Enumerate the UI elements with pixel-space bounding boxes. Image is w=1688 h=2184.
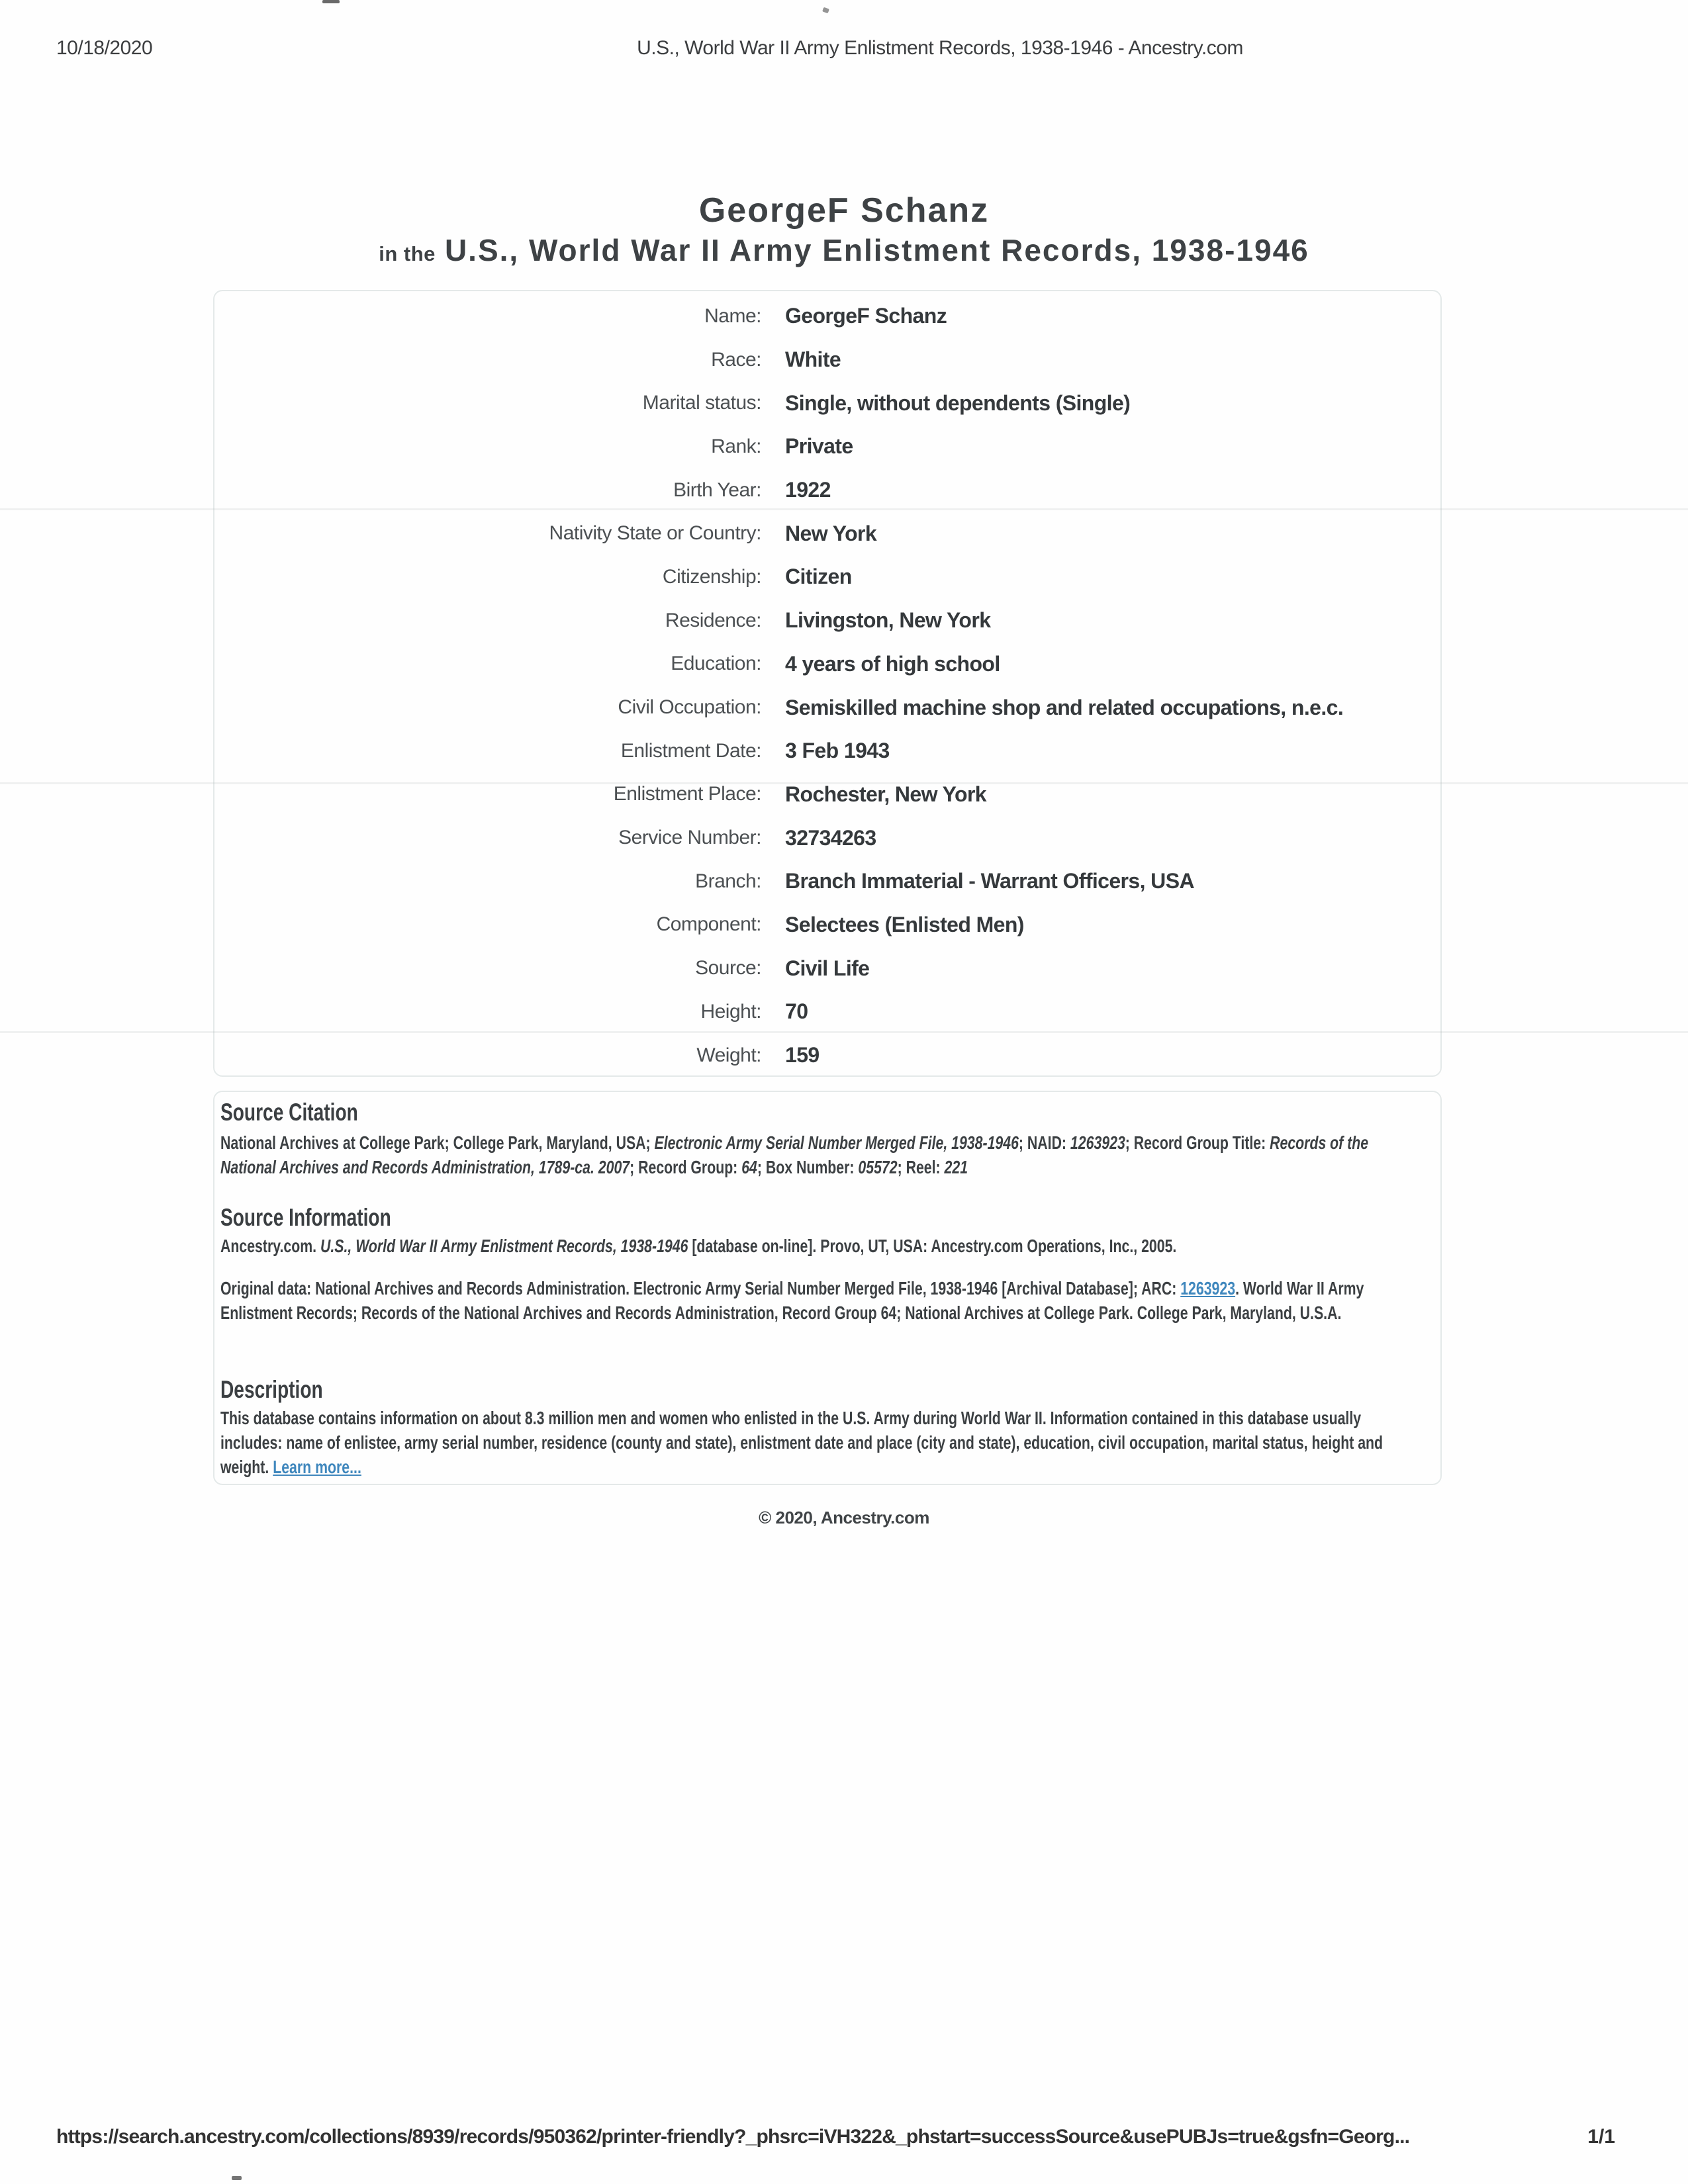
text-segment: 05572 [858, 1157, 898, 1177]
text-segment: ; Record Group: [630, 1157, 742, 1177]
record-fields-table [213, 295, 1439, 1077]
record-field-label: Component: [656, 913, 761, 936]
collection-prefix: in the [379, 242, 436, 265]
record-field-label: Residence: [665, 609, 761, 631]
print-header-title: U.S., World War II Army Enlistment Records, 1938-1946 - Ancestry.com [637, 37, 1243, 59]
record-row [213, 990, 1439, 1034]
record-field-label: Nativity State or Country: [549, 522, 761, 545]
record-field-label: Enlistment Place: [613, 783, 761, 805]
record-row [213, 686, 1439, 729]
record-field-label: Weight: [696, 1044, 761, 1066]
record-row [213, 903, 1439, 947]
record-field-label: Source: [695, 957, 761, 979]
description-heading: Description [220, 1376, 323, 1403]
record-field-value: Selectees (Enlisted Men) [785, 912, 1024, 936]
source-information-paragraph-1 [220, 1234, 1423, 1258]
record-row [213, 1034, 1439, 1077]
scan-speck [322, 0, 340, 3]
source-citation-heading: Source Citation [220, 1099, 358, 1126]
record-row [213, 599, 1439, 643]
record-field-value: White [785, 347, 841, 372]
record-row [213, 773, 1439, 817]
record-field-label: Birth Year: [673, 478, 761, 501]
record-field-value: Branch Immaterial - Warrant Officers, USA [785, 869, 1194, 893]
record-field-label: Education: [671, 653, 761, 675]
text-segment: National Archives at College Park; College Park, Maryland, USA; [220, 1132, 655, 1153]
record-row [213, 338, 1439, 382]
text-segment: Original data: National Archives and Records Administration. Electronic Army Serial Number Merged File, 1938-1946 [Archival Database]; ARC: [220, 1278, 1181, 1298]
scan-speck [822, 7, 829, 14]
record-title-block [0, 191, 1688, 277]
print-footer-url: https://search.ancestry.com/collections/8939/records/950362/printer-friendly?_phsrc=iVH322&_phstart=successSource&usePUBJs=true&gsfn=Georg... [56, 2126, 1410, 2148]
record-field-value: Single, without dependents (Single) [785, 390, 1131, 415]
record-row [213, 860, 1439, 903]
record-row [213, 425, 1439, 469]
learn-more-link[interactable]: Learn more... [273, 1457, 361, 1477]
copyright-notice: © 2020, Ancestry.com [759, 1508, 929, 1527]
record-field-value: 1922 [785, 478, 831, 502]
record-field-label: Name: [704, 304, 761, 327]
text-segment: Ancestry.com. [220, 1236, 320, 1256]
text-segment: This database contains information on about 8.3 million men and women who enlisted in the U.S. Army during World War II. Information contained in this database usually includes: name of enlistee, army serial number, residence (county and state), enlistment date and place (city and state), education, civil occupation, marital status, height and weight. [220, 1408, 1383, 1477]
scan-streak [0, 1031, 1688, 1033]
record-field-label: Marital status: [642, 392, 761, 414]
text-segment: ; Reel: [897, 1157, 945, 1177]
record-field-value: Semiskilled machine shop and related occupations, n.e.c. [785, 695, 1344, 719]
record-field-value: Rochester, New York [785, 782, 986, 806]
record-row [213, 469, 1439, 512]
source-information-heading: Source Information [220, 1204, 391, 1231]
text-segment: . World War II Army Enlistment Records; Records of the National Archives and Records Administration, Record Group 64; National Archives at College Park. College Park, Maryland, U.S.A. [220, 1278, 1364, 1323]
text-segment: 1263923 [1070, 1132, 1125, 1153]
record-field-value: GeorgeF Schanz [785, 304, 947, 328]
record-row [213, 555, 1439, 599]
text-segment: ; Box Number: [757, 1157, 859, 1177]
text-segment: Electronic Army Serial Number Merged File, 1938-1946 [654, 1132, 1019, 1153]
record-field-value: Civil Life [785, 956, 870, 980]
record-field-label: Civil Occupation: [618, 696, 761, 719]
collection-title-line [0, 232, 1688, 277]
print-header-date: 10/18/2020 [56, 37, 153, 59]
source-citation-text [220, 1130, 1423, 1179]
record-field-label: Race: [711, 348, 761, 371]
text-segment: U.S., World War II Army Enlistment Records, 1938-1946 [320, 1236, 688, 1256]
arc-link[interactable]: 1263923 [1180, 1278, 1236, 1298]
record-row [213, 295, 1439, 338]
record-field-value: Livingston, New York [785, 608, 991, 633]
print-footer-page-indicator: 1/1 [1587, 2126, 1615, 2148]
record-field-label: Height: [700, 1000, 761, 1023]
text-segment: 221 [944, 1157, 968, 1177]
record-field-value: 32734263 [785, 825, 876, 850]
text-segment: ; Record Group Title: [1125, 1132, 1270, 1153]
scan-speck [232, 2176, 242, 2180]
text-segment: [database on-line]. Provo, UT, USA: Ancestry.com Operations, Inc., 2005. [688, 1236, 1177, 1256]
record-field-value: Private [785, 434, 853, 459]
source-information-paragraph-2 [220, 1276, 1423, 1325]
record-row [213, 643, 1439, 686]
description-text [220, 1406, 1423, 1479]
record-field-value: New York [785, 521, 877, 545]
record-field-label: Rank: [711, 435, 761, 457]
record-row [213, 729, 1439, 773]
record-row [213, 816, 1439, 860]
record-field-label: Branch: [695, 870, 761, 892]
record-field-value: 3 Feb 1943 [785, 739, 890, 763]
record-field-label: Service Number: [618, 827, 761, 849]
scan-streak [0, 782, 1688, 784]
record-row [213, 512, 1439, 555]
record-row [213, 946, 1439, 990]
person-name-title: GeorgeF Schanz [698, 191, 990, 230]
text-segment: Records of the National Archives and Records Administration, 1789-ca. 2007 [220, 1132, 1369, 1177]
record-field-value: 159 [785, 1043, 820, 1068]
record-row [213, 381, 1439, 425]
record-field-label: Citizenship: [662, 565, 761, 588]
collection-title: U.S., World War II Army Enlistment Records, 1938-1946 [444, 233, 1309, 267]
scan-streak [0, 508, 1688, 510]
text-segment: 64 [741, 1157, 757, 1177]
text-segment: ; NAID: [1018, 1132, 1070, 1153]
record-field-label: Enlistment Date: [620, 739, 761, 762]
record-field-value: 4 years of high school [785, 651, 1000, 676]
record-field-value: 70 [785, 999, 808, 1024]
record-field-value: Citizen [785, 565, 852, 589]
